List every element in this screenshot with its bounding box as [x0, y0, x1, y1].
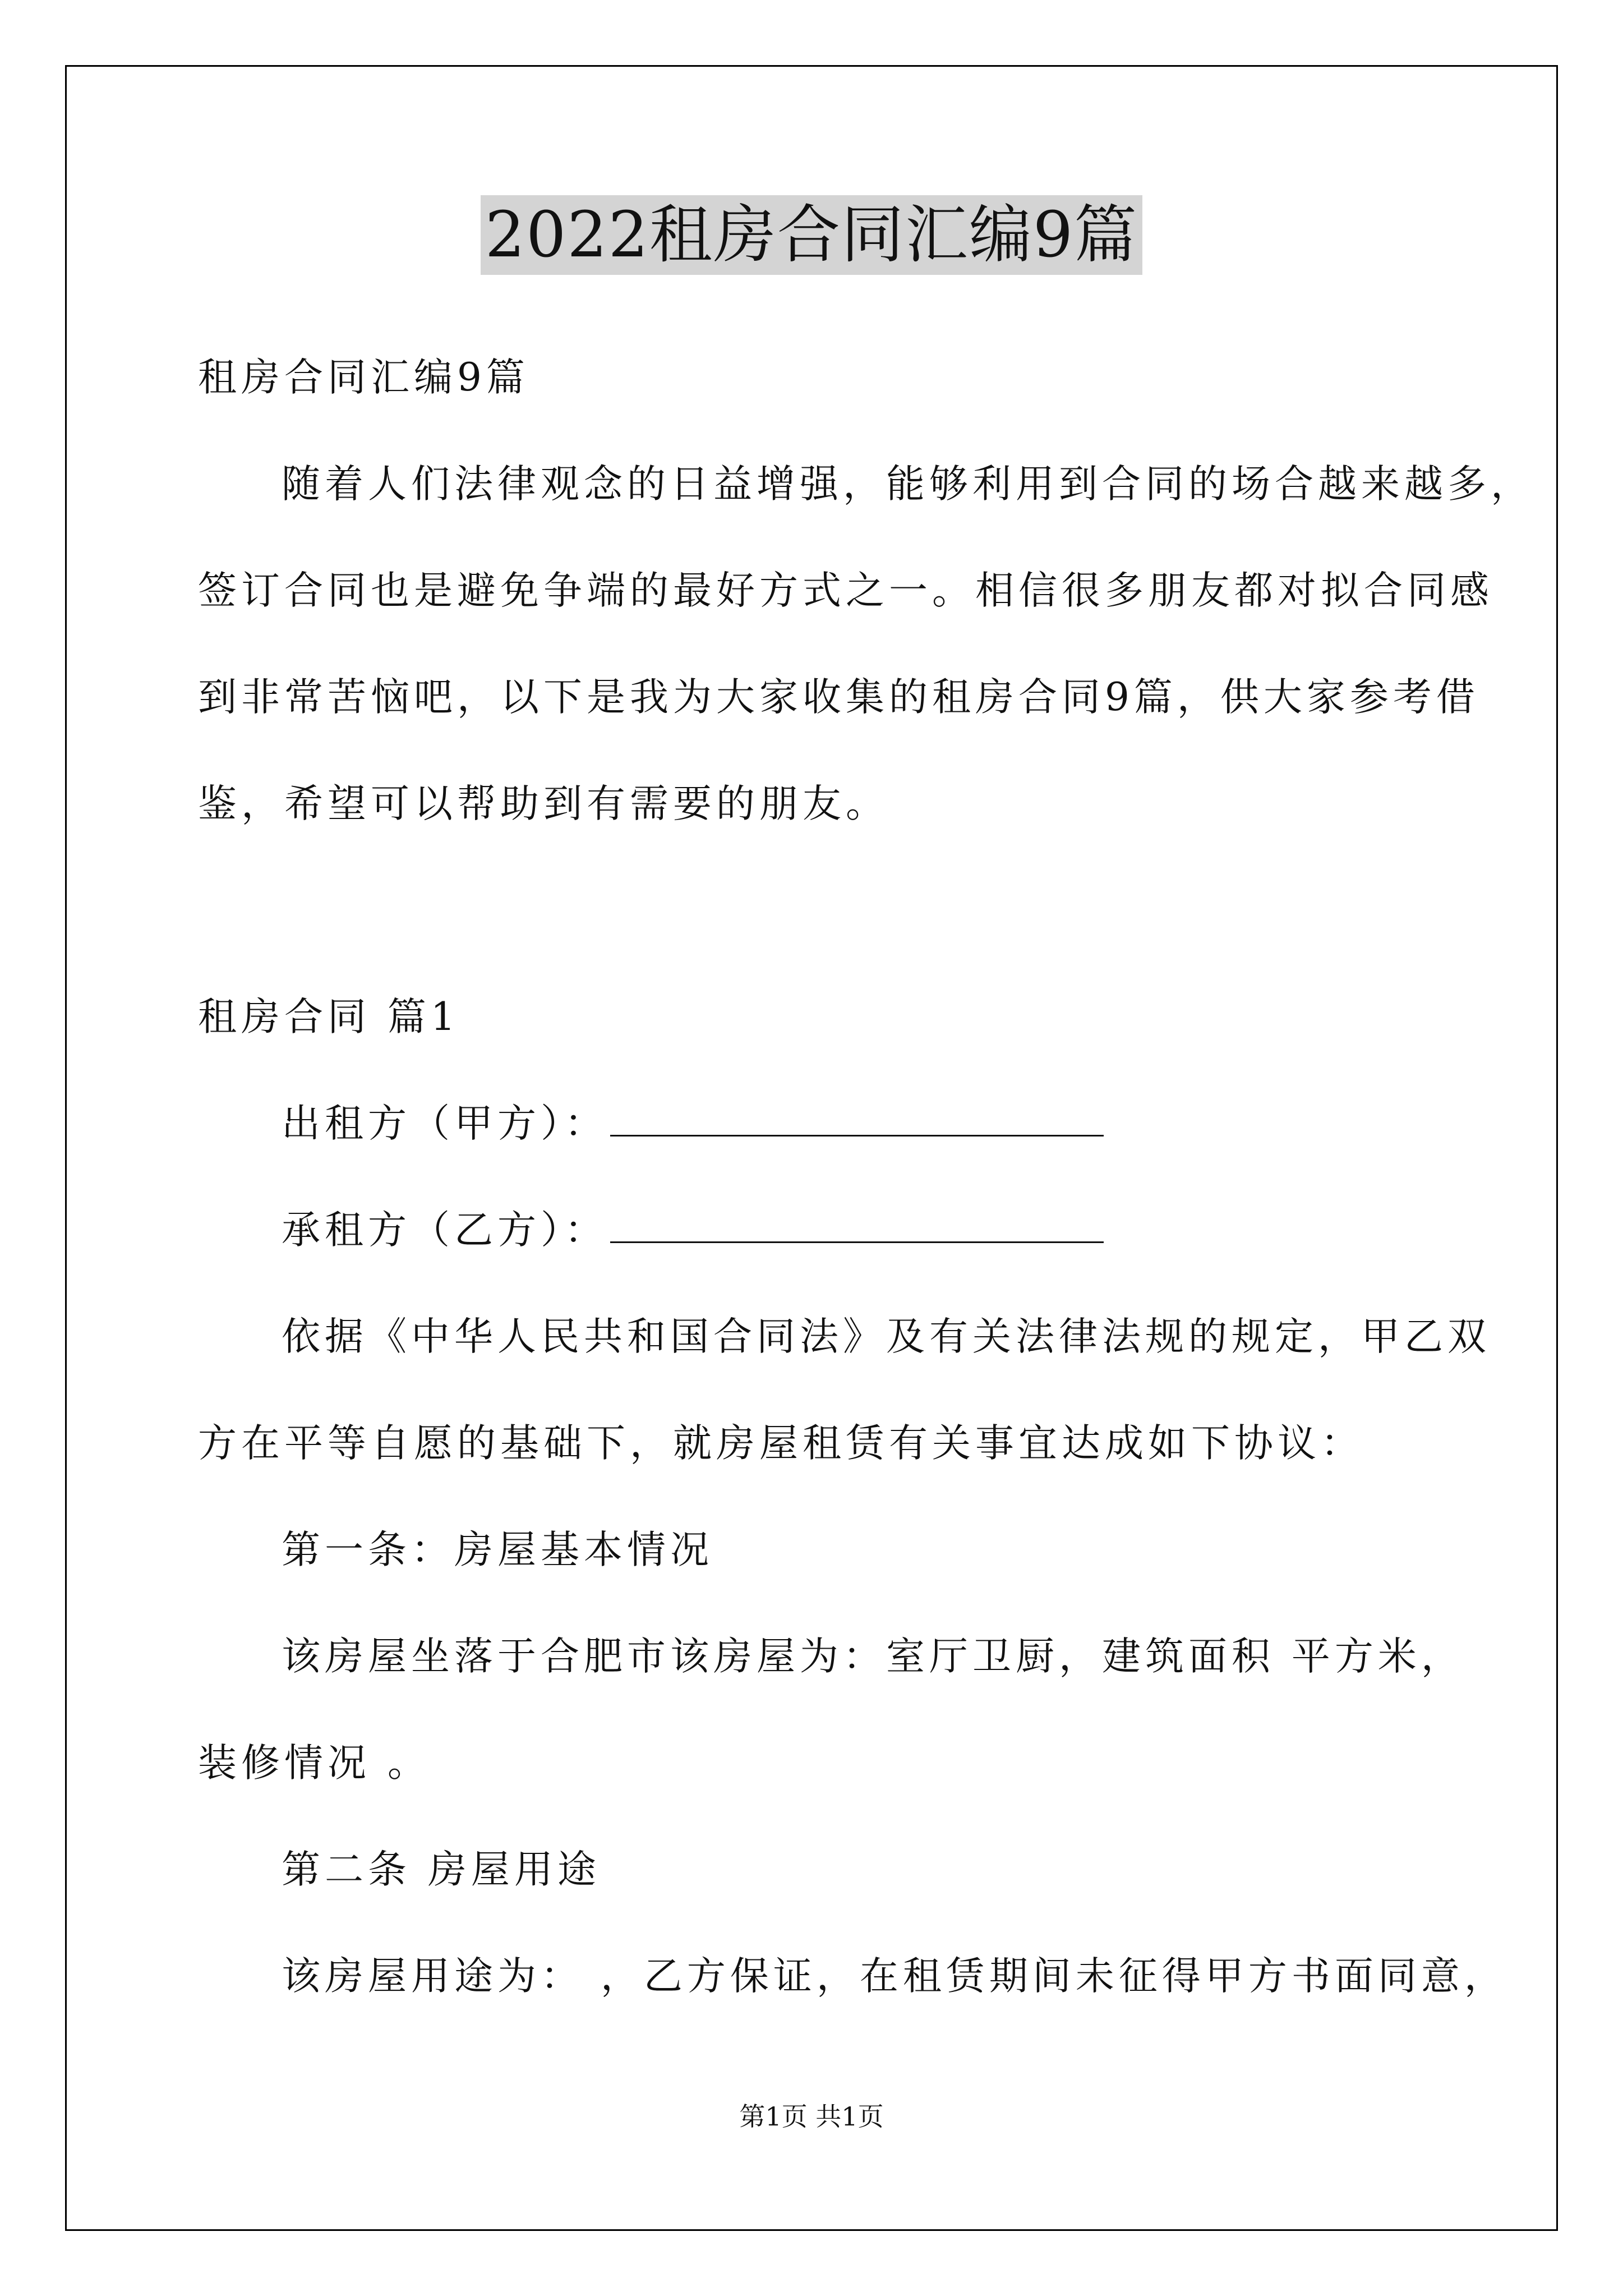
- document-title: 2022租房合同汇编9篇: [481, 195, 1142, 275]
- intro-line: 鉴，希望可以帮助到有需要的朋友。: [198, 781, 889, 826]
- lessor-blank: [610, 1101, 1104, 1137]
- lessor-label: 出租方（甲方）：: [282, 1101, 608, 1146]
- page-footer: 第1页 共1页: [739, 2101, 884, 2132]
- intro-line: 到非常苦恼吧，以下是我为大家收集的租房合同9篇，供大家参考借: [198, 675, 1479, 720]
- subtitle: 租房合同汇编9篇: [198, 355, 529, 400]
- article2-body-line: 该房屋用途为： ，乙方保证，在租赁期间未征得甲方书面同意，: [282, 1954, 1507, 1999]
- basis-line: 方在平等自愿的基础下，就房屋租赁有关事宜达成如下协议：: [198, 1421, 1364, 1466]
- title-block: [0, 195, 1623, 275]
- lessee-line: [282, 1205, 1104, 1255]
- article1-body-line: 该房屋坐落于合肥市该房屋为：室厅卫厨，建筑面积 平方米，: [282, 1634, 1464, 1679]
- lessor-line: [282, 1098, 1104, 1149]
- intro-line: 签订合同也是避免争端的最好方式之一。相信很多朋友都对拟合同感: [198, 568, 1493, 613]
- article1-body-line: 装修情况 。: [198, 1741, 431, 1786]
- section-heading: 租房合同 篇1: [198, 995, 460, 1039]
- article1-heading: 第一条：房屋基本情况: [282, 1527, 713, 1572]
- lessee-blank: [610, 1208, 1104, 1243]
- basis-line: 依据《中华人民共和国合同法》及有关法律法规的规定，甲乙双: [282, 1314, 1491, 1359]
- article2-heading: 第二条 房屋用途: [282, 1847, 601, 1892]
- intro-line: 随着人们法律观念的日益增强，能够利用到合同的场合越来越多，: [282, 462, 1534, 507]
- lessee-label: 承租方（乙方）：: [282, 1208, 608, 1253]
